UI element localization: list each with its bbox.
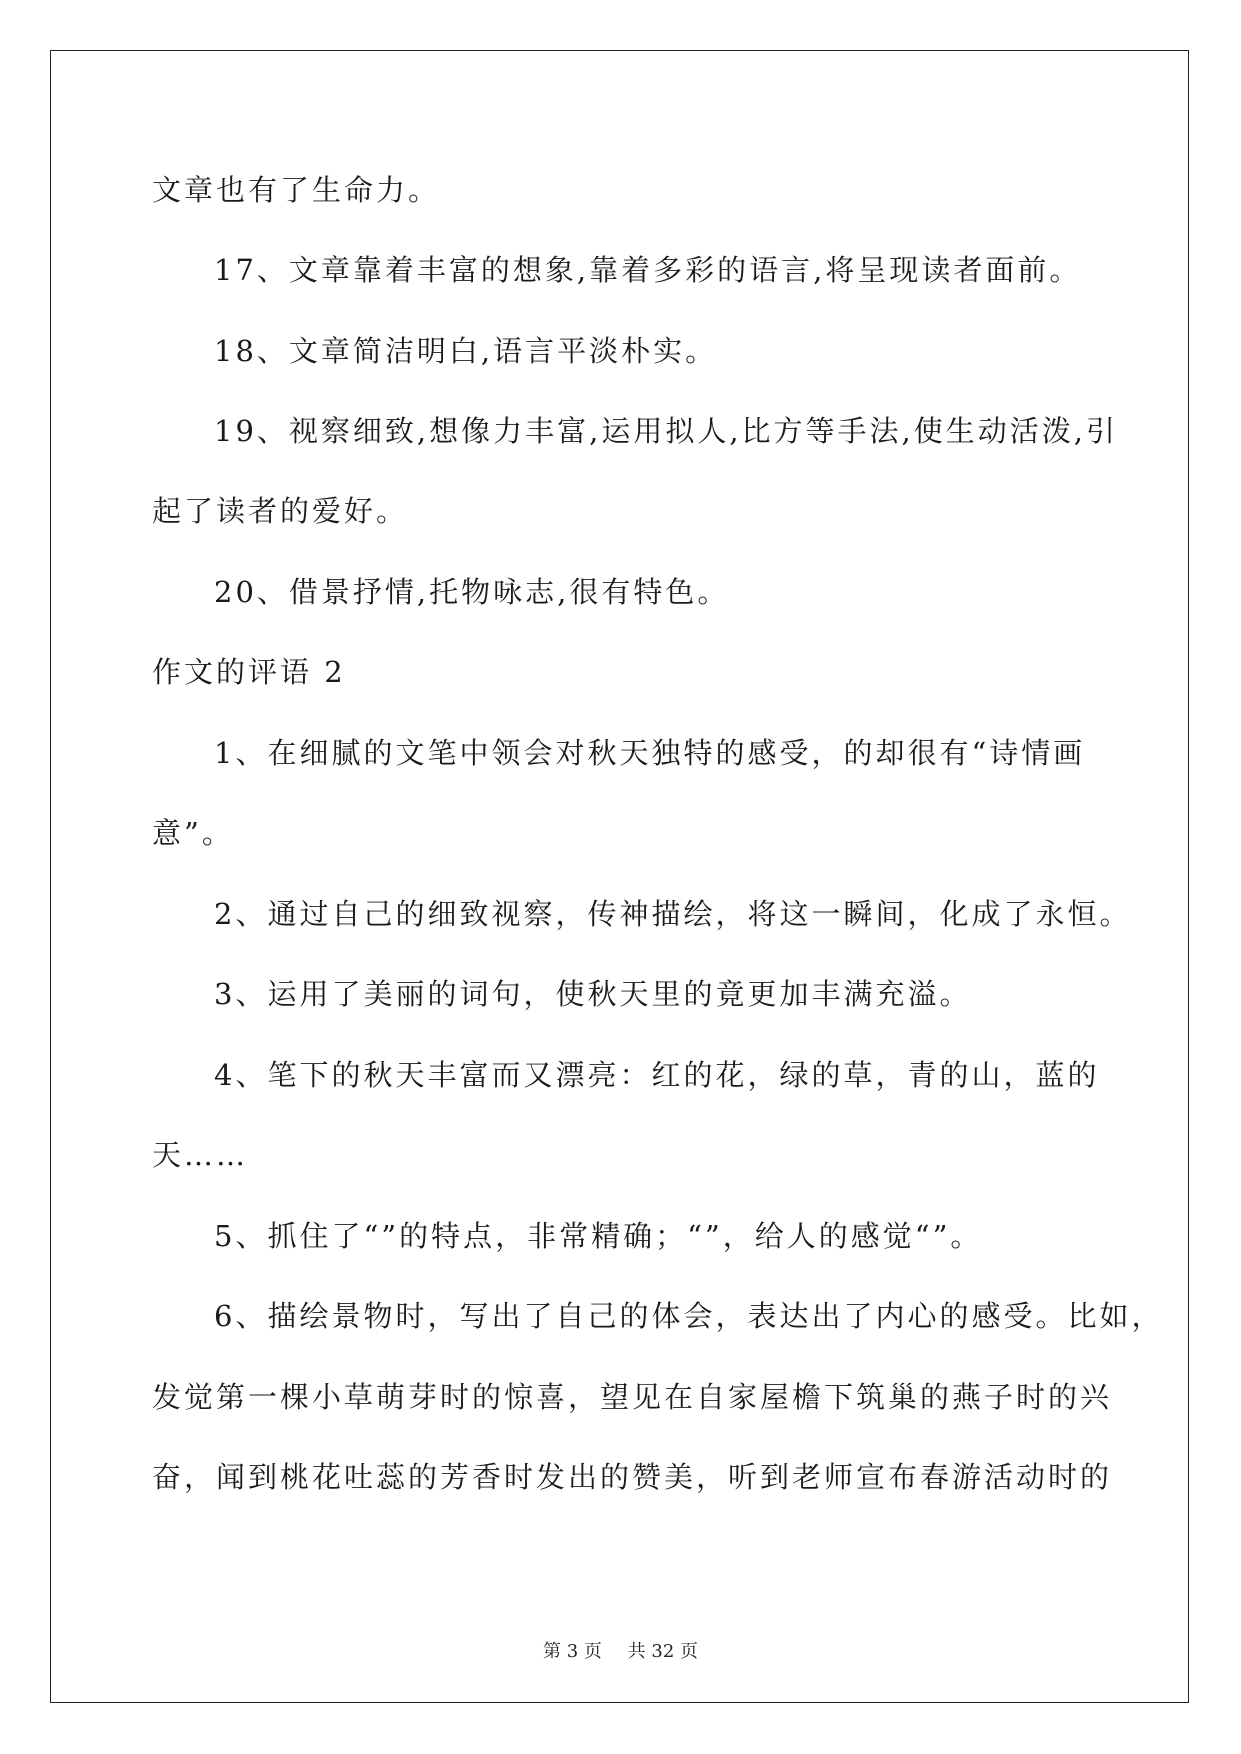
text-line: 发觉第一棵小草萌芽时的惊喜，望见在自家屋檐下筑巢的燕子时的兴 <box>152 1380 1113 1414</box>
text-line: 起了读者的爱好。 <box>152 494 409 528</box>
comment-3: 3、运用了美丽的词句，使秋天里的竟更加丰满充溢。 <box>214 977 972 1011</box>
page-total: 共 32 页 <box>627 1641 698 1662</box>
comment-6: 6、描绘景物时，写出了自己的体会，表达出了内心的感受。比如， <box>214 1299 1164 1333</box>
page-border <box>50 50 1189 1703</box>
page-footer <box>0 1637 1241 1663</box>
comment-2: 2、通过自己的细致视察，传神描绘，将这一瞬间，化成了永恒。 <box>214 897 1132 931</box>
text-line: 奋，闻到桃花吐蕊的芳香时发出的赞美，听到老师宣布春游活动时的 <box>152 1460 1113 1494</box>
comment-4: 4、笔下的秋天丰富而又漂亮：红的花，绿的草，青的山，蓝的 <box>214 1058 1100 1092</box>
text-line: 文章也有了生命力。 <box>152 173 441 207</box>
page-number: 第 3 页 <box>543 1641 602 1662</box>
text-line: 意”。 <box>152 816 234 850</box>
comment-20: 20、借景抒情,托物咏志,很有特色。 <box>214 575 730 609</box>
comment-19: 19、视察细致,想像力丰富,运用拟人,比方等手法,使生动活泼,引 <box>214 414 1118 448</box>
comment-1: 1、在细腻的文笔中领会对秋天独特的感受，的却很有“诗情画 <box>214 736 1086 770</box>
comment-18: 18、文章简洁明白,语言平淡朴实。 <box>214 334 718 368</box>
text-line: 天…… <box>152 1138 249 1172</box>
comment-17: 17、文章靠着丰富的想象,靠着多彩的语言,将呈现读者面前。 <box>214 253 1082 287</box>
section-heading: 作文的评语 2 <box>152 655 346 689</box>
comment-5: 5、抓住了“”的特点，非常精确；“”，给人的感觉“”。 <box>214 1219 983 1253</box>
